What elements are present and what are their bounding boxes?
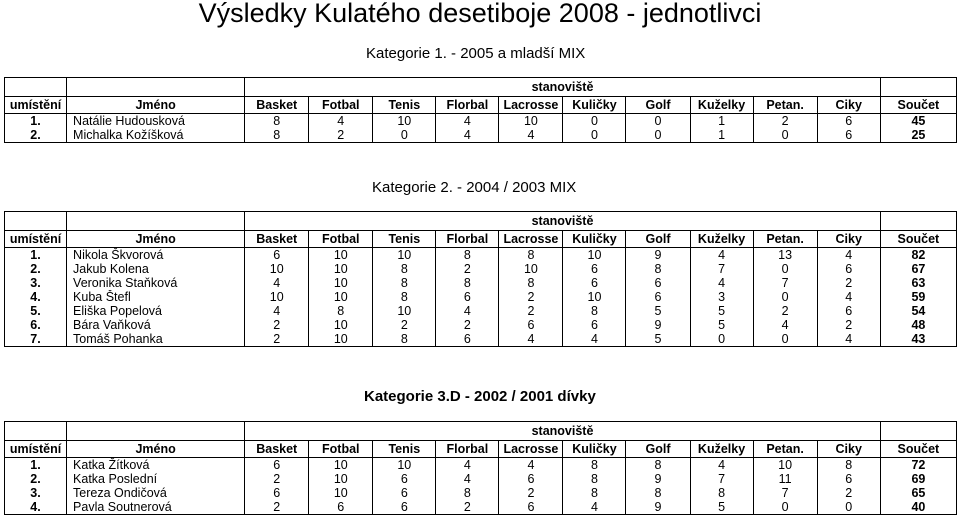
score-cell: 0 (626, 128, 690, 143)
page-title: Výsledky Kulatého desetiboje 2008 - jednotlivci (198, 0, 762, 28)
score-cell: 4 (817, 290, 880, 304)
total-cell: 72 (880, 458, 956, 473)
discipline-header: Kuličky (563, 441, 626, 458)
name-cell: Katka Poslední (67, 472, 245, 486)
score-cell: 4 (690, 248, 753, 263)
score-cell: 8 (373, 262, 436, 276)
table-row (5, 114, 957, 129)
score-cell: 1 (690, 128, 753, 143)
score-cell: 0 (753, 128, 817, 143)
category-1-title: Kategorie 1. - 2005 a mladší MIX (366, 45, 586, 62)
score-cell: 10 (309, 290, 373, 304)
score-cell: 10 (373, 248, 436, 263)
name-header: Jméno (67, 441, 245, 458)
score-cell: 8 (373, 290, 436, 304)
score-cell: 6 (563, 276, 626, 290)
discipline-header: Kuličky (563, 231, 626, 248)
score-cell: 7 (690, 472, 753, 486)
score-cell: 10 (373, 304, 436, 318)
score-cell: 8 (817, 458, 880, 473)
discipline-header: Ciky (817, 97, 880, 114)
discipline-header: Kuželky (690, 441, 753, 458)
category-2-table (4, 211, 957, 347)
score-cell: 2 (499, 486, 563, 500)
name-cell: Michalka Kožíšková (67, 128, 245, 143)
rank-cell: 2. (5, 262, 67, 276)
score-cell: 2 (817, 318, 880, 332)
score-cell: 10 (499, 114, 563, 129)
rank-header: umístění (5, 97, 67, 114)
score-cell: 4 (245, 304, 309, 318)
score-cell: 0 (563, 128, 626, 143)
score-cell: 7 (753, 486, 817, 500)
name-cell: Bára Vaňková (67, 318, 245, 332)
score-cell: 6 (817, 472, 880, 486)
score-cell: 2 (309, 128, 373, 143)
name-cell: Natálie Hudousková (67, 114, 245, 129)
score-cell: 8 (436, 486, 499, 500)
discipline-header: Kuželky (690, 231, 753, 248)
score-cell: 2 (245, 500, 309, 515)
score-cell: 9 (626, 472, 690, 486)
score-cell: 6 (817, 128, 880, 143)
score-cell: 4 (436, 304, 499, 318)
station-header: stanoviště (245, 422, 881, 441)
score-cell: 0 (753, 262, 817, 276)
rank-cell: 3. (5, 486, 67, 500)
table-row (5, 332, 957, 347)
rank-cell: 2. (5, 472, 67, 486)
score-cell: 8 (563, 486, 626, 500)
score-cell: 8 (245, 114, 309, 129)
score-cell: 11 (753, 472, 817, 486)
discipline-header: Fotbal (309, 441, 373, 458)
score-cell: 6 (817, 114, 880, 129)
score-cell: 0 (690, 332, 753, 347)
score-cell: 4 (436, 114, 499, 129)
name-cell: Veronika Staňková (67, 276, 245, 290)
total-cell: 40 (880, 500, 956, 515)
score-cell: 8 (373, 276, 436, 290)
total-cell: 59 (880, 290, 956, 304)
score-cell: 8 (309, 304, 373, 318)
score-cell: 9 (626, 500, 690, 515)
score-cell: 2 (817, 486, 880, 500)
score-cell: 4 (563, 332, 626, 347)
score-cell: 10 (309, 458, 373, 473)
rank-cell: 1. (5, 248, 67, 263)
score-cell: 0 (626, 114, 690, 129)
score-cell: 8 (499, 276, 563, 290)
score-cell: 4 (436, 458, 499, 473)
score-cell: 6 (245, 248, 309, 263)
score-cell: 4 (245, 276, 309, 290)
score-cell: 2 (245, 318, 309, 332)
score-cell: 4 (499, 332, 563, 347)
total-cell: 25 (880, 128, 956, 143)
category-3-title: Kategorie 3.D - 2002 / 2001 dívky (364, 388, 596, 405)
score-cell: 6 (436, 290, 499, 304)
score-cell: 6 (563, 262, 626, 276)
score-cell: 6 (817, 304, 880, 318)
score-cell: 0 (373, 128, 436, 143)
score-cell: 4 (563, 500, 626, 515)
total-cell: 48 (880, 318, 956, 332)
discipline-header: Tenis (373, 231, 436, 248)
score-cell: 2 (436, 500, 499, 515)
score-cell: 2 (753, 114, 817, 129)
name-cell: Eliška Popelová (67, 304, 245, 318)
table-row (5, 458, 957, 473)
name-cell: Tomáš Pohanka (67, 332, 245, 347)
name-cell: Kuba Štefl (67, 290, 245, 304)
score-cell: 10 (245, 290, 309, 304)
rank-cell: 2. (5, 128, 67, 143)
rank-cell: 4. (5, 290, 67, 304)
score-cell: 2 (499, 304, 563, 318)
rank-cell: 3. (5, 276, 67, 290)
discipline-header: Ciky (817, 231, 880, 248)
total-header: Součet (880, 97, 956, 114)
score-cell: 5 (690, 318, 753, 332)
header-spacer (880, 422, 956, 441)
score-cell: 8 (373, 332, 436, 347)
score-cell: 9 (626, 248, 690, 263)
score-cell: 2 (436, 262, 499, 276)
score-cell: 8 (563, 458, 626, 473)
score-cell: 6 (245, 486, 309, 500)
score-cell: 10 (309, 276, 373, 290)
score-cell: 7 (690, 262, 753, 276)
discipline-header: Golf (626, 97, 690, 114)
score-cell: 8 (245, 128, 309, 143)
score-cell: 10 (753, 458, 817, 473)
header-spacer (5, 78, 67, 97)
discipline-header: Lacrosse (499, 231, 563, 248)
total-header: Součet (880, 441, 956, 458)
score-cell: 3 (690, 290, 753, 304)
score-cell: 10 (563, 248, 626, 263)
discipline-header: Petan. (753, 441, 817, 458)
station-header: stanoviště (245, 78, 881, 97)
total-cell: 82 (880, 248, 956, 263)
rank-cell: 1. (5, 458, 67, 473)
score-cell: 6 (436, 332, 499, 347)
category-2-title: Kategorie 2. - 2004 / 2003 MIX (372, 179, 577, 196)
score-cell: 4 (817, 248, 880, 263)
discipline-header: Petan. (753, 97, 817, 114)
score-cell: 8 (690, 486, 753, 500)
score-cell: 8 (436, 248, 499, 263)
score-cell: 2 (245, 472, 309, 486)
rank-cell: 4. (5, 500, 67, 515)
total-cell: 43 (880, 332, 956, 347)
header-spacer (5, 212, 67, 231)
discipline-header: Kuželky (690, 97, 753, 114)
header-spacer (67, 212, 245, 231)
discipline-header: Florbal (436, 231, 499, 248)
score-cell: 4 (690, 458, 753, 473)
total-cell: 63 (880, 276, 956, 290)
score-cell: 4 (499, 128, 563, 143)
score-cell: 6 (499, 500, 563, 515)
discipline-header: Tenis (373, 97, 436, 114)
table-row (5, 304, 957, 318)
table-row (5, 486, 957, 500)
discipline-header: Kuličky (563, 97, 626, 114)
discipline-header: Basket (245, 231, 309, 248)
score-cell: 9 (626, 318, 690, 332)
rank-cell: 6. (5, 318, 67, 332)
name-cell: Jakub Kolena (67, 262, 245, 276)
score-cell: 6 (373, 500, 436, 515)
rank-header: umístění (5, 441, 67, 458)
score-cell: 2 (436, 318, 499, 332)
category-1-table (4, 77, 957, 143)
station-header: stanoviště (245, 212, 881, 231)
score-cell: 7 (753, 276, 817, 290)
score-cell: 10 (309, 486, 373, 500)
discipline-header: Basket (245, 97, 309, 114)
total-cell: 67 (880, 262, 956, 276)
score-cell: 4 (499, 458, 563, 473)
rank-cell: 1. (5, 114, 67, 129)
score-cell: 13 (753, 248, 817, 263)
score-cell: 6 (373, 472, 436, 486)
score-cell: 4 (817, 332, 880, 347)
category-3-table (4, 421, 957, 515)
table-row (5, 472, 957, 486)
score-cell: 2 (753, 304, 817, 318)
discipline-header: Basket (245, 441, 309, 458)
table-row (5, 128, 957, 143)
score-cell: 5 (626, 304, 690, 318)
score-cell: 6 (626, 276, 690, 290)
score-cell: 6 (309, 500, 373, 515)
header-spacer (880, 78, 956, 97)
score-cell: 4 (690, 276, 753, 290)
score-cell: 2 (373, 318, 436, 332)
score-cell: 1 (690, 114, 753, 129)
score-cell: 4 (436, 472, 499, 486)
score-cell: 5 (626, 332, 690, 347)
score-cell: 8 (436, 276, 499, 290)
score-cell: 2 (245, 332, 309, 347)
score-cell: 8 (626, 486, 690, 500)
discipline-header: Lacrosse (499, 441, 563, 458)
score-cell: 10 (373, 114, 436, 129)
score-cell: 6 (499, 318, 563, 332)
score-cell: 5 (690, 304, 753, 318)
score-cell: 10 (309, 472, 373, 486)
header-spacer (67, 422, 245, 441)
score-cell: 8 (563, 304, 626, 318)
rank-header: umístění (5, 231, 67, 248)
discipline-header: Golf (626, 441, 690, 458)
name-header: Jméno (67, 231, 245, 248)
score-cell: 8 (499, 248, 563, 263)
discipline-header: Fotbal (309, 231, 373, 248)
table-row (5, 248, 957, 263)
score-cell: 10 (373, 458, 436, 473)
score-cell: 10 (309, 318, 373, 332)
score-cell: 2 (817, 276, 880, 290)
score-cell: 10 (245, 262, 309, 276)
header-spacer (880, 212, 956, 231)
name-cell: Nikola Škvorová (67, 248, 245, 263)
discipline-header: Tenis (373, 441, 436, 458)
score-cell: 10 (309, 262, 373, 276)
table-row (5, 290, 957, 304)
score-cell: 2 (499, 290, 563, 304)
table-row (5, 276, 957, 290)
name-cell: Katka Žítková (67, 458, 245, 473)
score-cell: 10 (563, 290, 626, 304)
table-row (5, 500, 957, 515)
name-cell: Tereza Ondičová (67, 486, 245, 500)
discipline-header: Ciky (817, 441, 880, 458)
header-spacer (5, 422, 67, 441)
total-cell: 54 (880, 304, 956, 318)
score-cell: 6 (499, 472, 563, 486)
total-cell: 65 (880, 486, 956, 500)
score-cell: 0 (563, 114, 626, 129)
total-header: Součet (880, 231, 956, 248)
discipline-header: Petan. (753, 231, 817, 248)
score-cell: 6 (563, 318, 626, 332)
discipline-header: Florbal (436, 97, 499, 114)
score-cell: 6 (373, 486, 436, 500)
discipline-header: Florbal (436, 441, 499, 458)
score-cell: 0 (753, 290, 817, 304)
score-cell: 5 (690, 500, 753, 515)
discipline-header: Lacrosse (499, 97, 563, 114)
score-cell: 0 (753, 500, 817, 515)
score-cell: 8 (626, 458, 690, 473)
score-cell: 8 (563, 472, 626, 486)
header-spacer (67, 78, 245, 97)
table-row (5, 262, 957, 276)
rank-cell: 7. (5, 332, 67, 347)
score-cell: 8 (626, 262, 690, 276)
score-cell: 10 (309, 248, 373, 263)
table-row (5, 318, 957, 332)
score-cell: 0 (817, 500, 880, 515)
score-cell: 6 (817, 262, 880, 276)
total-cell: 69 (880, 472, 956, 486)
discipline-header: Golf (626, 231, 690, 248)
score-cell: 0 (753, 332, 817, 347)
score-cell: 4 (753, 318, 817, 332)
name-cell: Pavla Soutnerová (67, 500, 245, 515)
total-cell: 45 (880, 114, 956, 129)
discipline-header: Fotbal (309, 97, 373, 114)
name-header: Jméno (67, 97, 245, 114)
score-cell: 4 (309, 114, 373, 129)
score-cell: 6 (626, 290, 690, 304)
score-cell: 10 (309, 332, 373, 347)
score-cell: 6 (245, 458, 309, 473)
rank-cell: 5. (5, 304, 67, 318)
score-cell: 10 (499, 262, 563, 276)
score-cell: 4 (436, 128, 499, 143)
